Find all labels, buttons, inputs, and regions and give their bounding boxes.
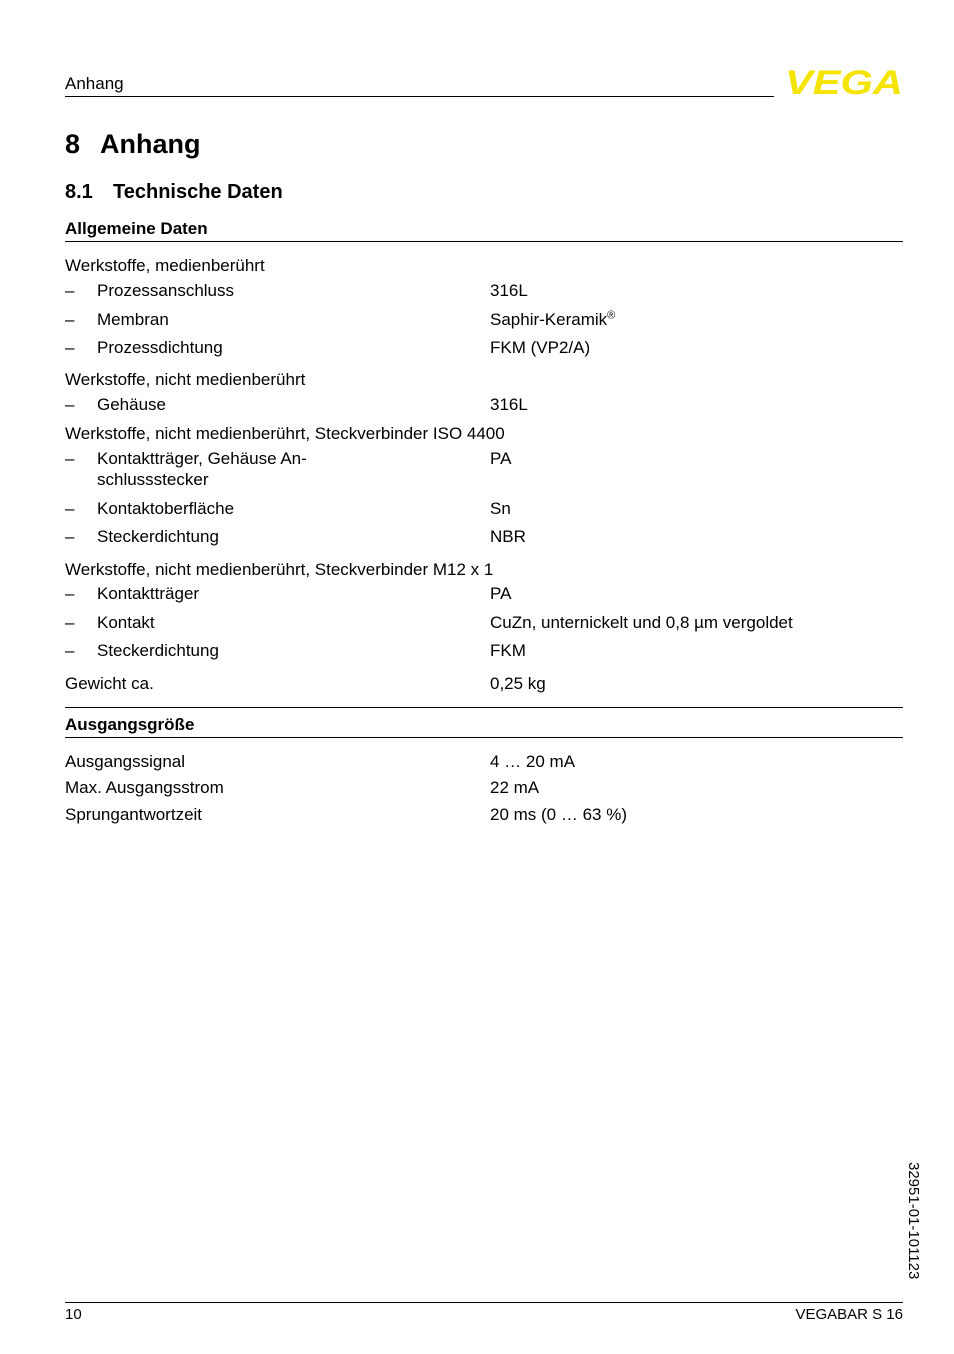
spec-label: Max. Ausgangsstrom xyxy=(65,778,224,797)
spec-value: CuZn, unternickelt und 0,8 µm vergoldet xyxy=(490,613,793,632)
spec-label: Steckerdichtung xyxy=(97,527,219,546)
spec-label: Prozessdichtung xyxy=(97,338,223,357)
spec-label: Kontaktträger xyxy=(97,584,200,603)
dash-mark: – xyxy=(65,641,75,660)
spec-label-line: schlussstecker xyxy=(97,470,209,489)
dash-mark: – xyxy=(65,499,75,518)
spec-value: NBR xyxy=(490,527,526,546)
spec-value: 316L xyxy=(490,281,528,300)
group-title: Werkstoffe, nicht medienberührt, Steckverbinder ISO 4400 xyxy=(65,424,505,443)
dash-mark: – xyxy=(65,338,75,357)
section-number: 8.1 xyxy=(65,181,93,203)
section-title xyxy=(65,181,283,204)
general-heading-rule xyxy=(65,241,903,242)
spec-label: Gewicht ca. xyxy=(65,674,154,693)
product-name: VEGABAR S 16 xyxy=(795,1306,903,1323)
footer-rule xyxy=(65,1302,903,1303)
vega-logo-text: VEGA xyxy=(785,66,903,96)
spec-value: FKM (VP2/A) xyxy=(490,338,591,357)
spec-value: PA xyxy=(490,584,512,603)
dash-mark: – xyxy=(65,527,75,546)
spec-label: Kontakt xyxy=(97,613,155,632)
group-title: Werkstoffe, nicht medienberührt, Steckverbinder M12 x 1 xyxy=(65,560,494,579)
chapter-title-text: Anhang xyxy=(100,129,201,159)
spec-label: Prozessanschluss xyxy=(97,281,235,300)
registered-mark: ® xyxy=(607,309,616,322)
spec-value-wrapper xyxy=(490,309,615,330)
dash-mark: – xyxy=(65,584,75,603)
dash-mark: – xyxy=(65,281,75,300)
spec-value: 316L xyxy=(490,395,528,414)
output-top-rule xyxy=(65,707,903,708)
vega-logo xyxy=(785,66,903,96)
spec-value: PA xyxy=(490,449,512,468)
general-data-heading: Allgemeine Daten xyxy=(65,219,208,238)
header-rule xyxy=(65,96,774,97)
dash-mark: – xyxy=(65,449,75,468)
document-number: 32951-01-101123 xyxy=(905,1162,922,1280)
spec-label: Sprungantwortzeit xyxy=(65,805,203,824)
spec-value: 22 mA xyxy=(490,778,540,797)
chapter-title xyxy=(65,129,201,160)
page-number: 10 xyxy=(65,1306,82,1323)
group-title: Werkstoffe, medienberührt xyxy=(65,256,265,275)
spec-label: Kontaktoberfläche xyxy=(97,499,235,518)
spec-value: Sn xyxy=(490,499,511,518)
spec-label: Ausgangssignal xyxy=(65,752,186,771)
spec-label xyxy=(97,448,357,490)
spec-label: Membran xyxy=(97,310,169,329)
output-heading: Ausgangsgröße xyxy=(65,715,195,734)
group-title: Werkstoffe, nicht medienberührt xyxy=(65,370,306,389)
chapter-number: 8 xyxy=(65,129,81,159)
spec-value: 0,25 kg xyxy=(490,674,546,693)
spec-label: Steckerdichtung xyxy=(97,641,219,660)
dash-mark: – xyxy=(65,310,75,329)
output-heading-rule xyxy=(65,737,903,738)
spec-label-line: Kontaktträger, Gehäuse An- xyxy=(97,449,307,468)
spec-label: Gehäuse xyxy=(97,395,166,414)
dash-mark: – xyxy=(65,395,75,414)
spec-value: Saphir-Keramik xyxy=(490,310,608,329)
running-header: Anhang xyxy=(65,74,124,93)
dash-mark: – xyxy=(65,613,75,632)
spec-value: 20 ms (0 … 63 %) xyxy=(490,805,627,824)
section-title-text: Technische Daten xyxy=(113,181,283,203)
spec-value: FKM xyxy=(490,641,526,660)
spec-value: 4 … 20 mA xyxy=(490,752,576,771)
